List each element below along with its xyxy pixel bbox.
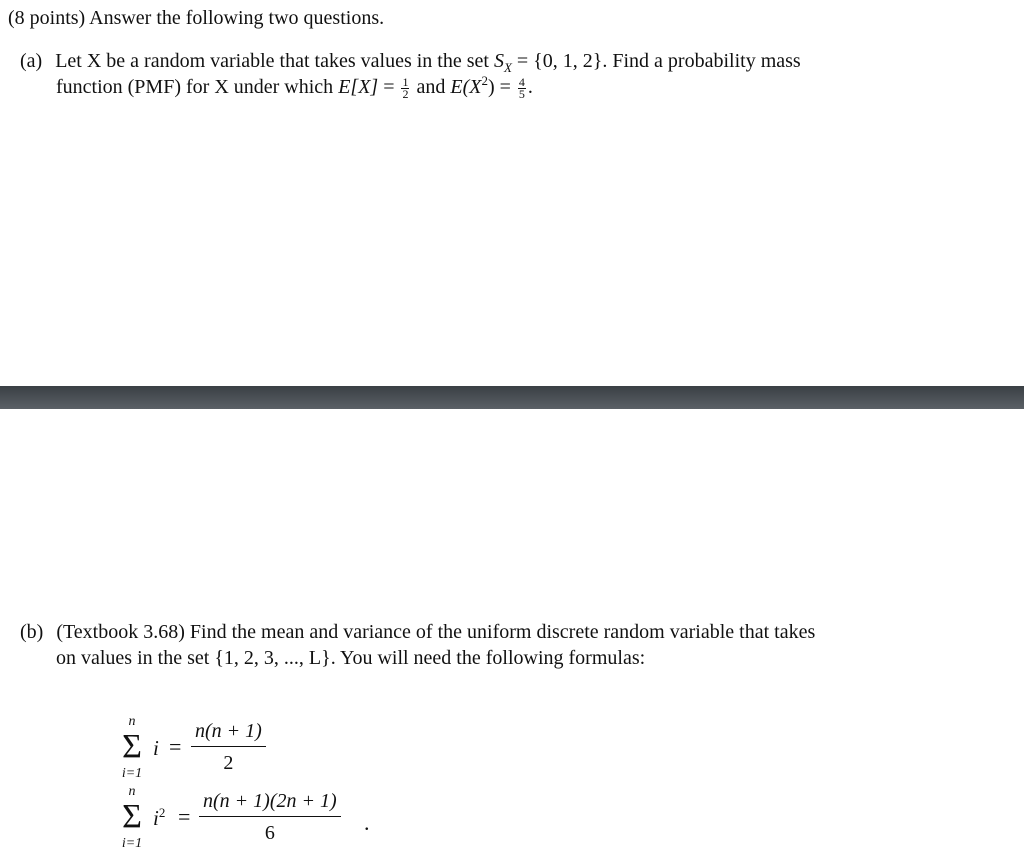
formula-denominator: 2 [223,752,234,774]
equals-sign: = [169,734,182,759]
section-divider [0,386,1024,409]
fraction-denominator: 5 [518,86,525,101]
part-a-line-2 [56,75,533,101]
sigma-symbol: Σ [122,798,142,835]
equals-sign: = [499,76,511,98]
formula-numerator: n(n + 1) [191,720,266,747]
part-a-label: (a) [20,50,43,72]
points-label: (8 points) [8,7,86,29]
sum-upper-limit: n [128,714,136,729]
end-period: . [527,76,533,98]
problem-header [8,6,384,30]
formula-fraction [199,790,341,845]
part-b-text-1: (Textbook 3.68) Find the mean and variance of the uniform discrete random variable that takes [56,621,816,643]
fraction-one-half [401,74,409,101]
set-symbol: S [493,50,504,72]
sigma-symbol: Σ [122,728,142,765]
uniform-set: {1, 2, 3, ..., L}. [214,647,336,669]
header-intro: Answer the following two questions. [89,7,385,29]
equals-sign: = [178,804,191,829]
end-period: . [364,810,370,835]
expectation-x: E[X] [338,76,379,98]
summand-base: i [153,806,159,830]
set-subscript: X [503,60,512,75]
part-a-text-1: Let X be a random variable that takes values in the set [55,50,489,72]
part-b-line-2 [56,646,645,670]
fraction-numerator: 4 [518,74,525,89]
and-word: and [416,76,446,98]
summand: i [153,736,159,760]
summand-exponent: 2 [158,805,166,820]
close-paren: ) [487,76,495,98]
expectation-x-squared: E(X [450,76,482,98]
sum-formula-1 [0,712,400,792]
part-b-label: (b) [20,621,44,643]
set-value: = {0, 1, 2}. [516,50,608,72]
part-b-text-2: on values in the set [56,647,210,669]
part-b-text-2-end: You will need the following formulas: [340,647,646,669]
sum-lower-limit: i=1 [121,766,143,781]
fraction-four-fifths [518,74,526,101]
sum-formula-2 [0,782,420,862]
sum-upper-limit: n [128,784,136,799]
part-a-line-1 [20,49,801,75]
formula-denominator: 6 [264,822,275,844]
part-a-text-1-end: Find a probability mass [612,50,801,72]
formula-numerator: n(n + 1)(2n + 1) [199,790,341,817]
fraction-denominator: 2 [402,86,409,101]
part-b-line-1 [20,620,815,644]
formula-fraction [191,720,266,775]
equals-sign: = [383,76,395,98]
sum-lower-limit: i=1 [121,836,143,851]
fraction-numerator: 1 [402,74,409,89]
exponent: 2 [481,73,488,88]
part-a-text-2: function (PMF) for X under which [56,76,334,98]
summand [153,806,165,831]
